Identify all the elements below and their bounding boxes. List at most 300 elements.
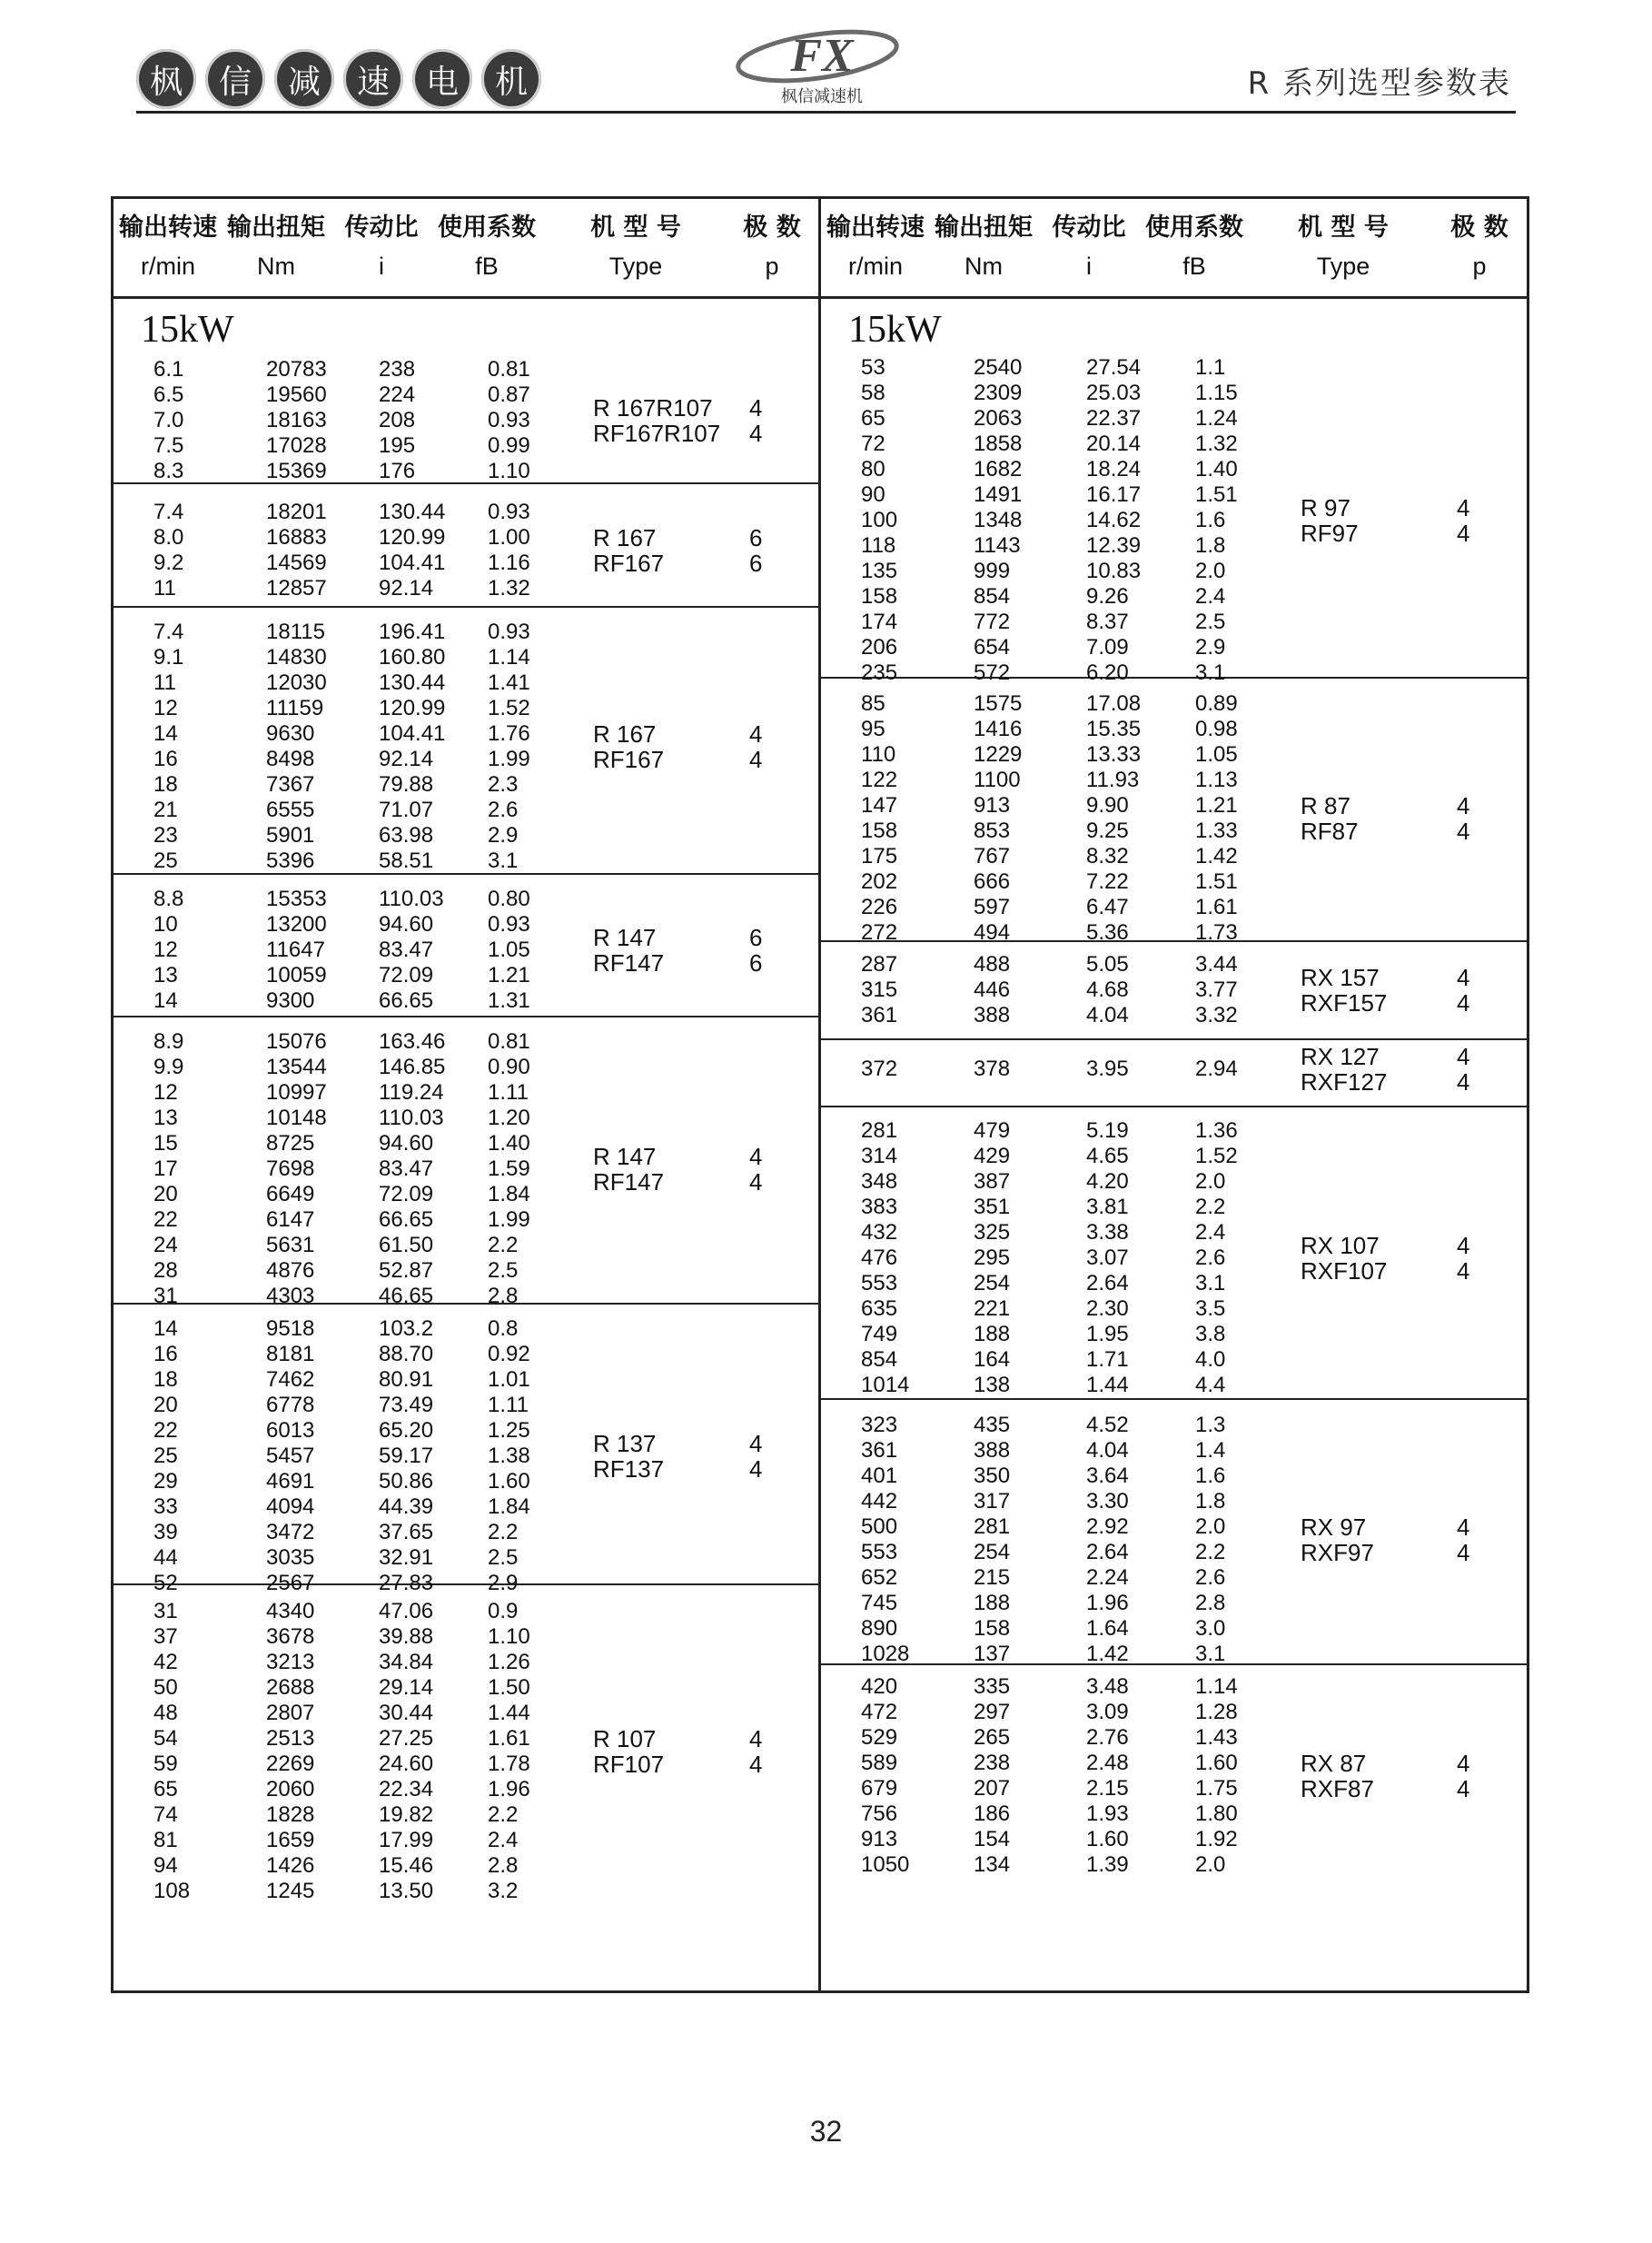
speed-cell: 14 — [153, 1316, 178, 1341]
model-type — [1301, 1257, 1470, 1285]
speed-cell: 110 — [861, 742, 896, 767]
speed-cell: 635 — [861, 1296, 898, 1321]
model-group — [821, 1038, 1527, 1107]
speed-cell: 24 — [153, 1233, 178, 1257]
speed-cell: 235 — [861, 660, 898, 685]
speed-cell: 23 — [153, 823, 178, 848]
speed-cell: 158 — [861, 819, 898, 843]
column-header-unit: p — [765, 253, 779, 280]
service-factor-cell: 1.05 — [488, 938, 530, 962]
torque-cell: 186 — [974, 1801, 1011, 1826]
table-row — [821, 1057, 1527, 1082]
table-row — [821, 952, 1527, 978]
model-type-name: RF137 — [593, 1455, 665, 1483]
service-factor-cell: 1.76 — [488, 721, 530, 746]
power-label: 15kW — [848, 309, 942, 351]
model-type — [1301, 792, 1470, 819]
ratio-cell: 8.37 — [1086, 610, 1129, 634]
model-type — [1301, 1514, 1470, 1541]
speed-cell: 25 — [153, 849, 178, 873]
torque-cell: 335 — [974, 1674, 1011, 1699]
torque-cell: 11647 — [266, 938, 325, 962]
ratio-cell: 44.39 — [379, 1494, 434, 1519]
ratio-cell: 119.24 — [379, 1080, 444, 1105]
pole-count: 4 — [749, 1751, 763, 1778]
model-type-name: RX 157 — [1301, 964, 1380, 991]
ratio-cell: 2.15 — [1086, 1776, 1129, 1801]
table-row — [821, 1118, 1527, 1144]
speed-cell: 74 — [153, 1802, 178, 1827]
column-header-unit: i — [1086, 253, 1092, 280]
table-row — [821, 895, 1527, 920]
model-type — [1301, 1775, 1470, 1802]
table-row — [821, 559, 1527, 584]
torque-cell: 913 — [974, 793, 1011, 818]
speed-cell: 25 — [153, 1444, 178, 1468]
ratio-cell: 208 — [379, 408, 416, 432]
table-row — [114, 1879, 818, 1904]
service-factor-cell: 2.6 — [488, 798, 519, 822]
service-factor-cell: 3.2 — [488, 1879, 519, 1903]
column-header-zh: 传动比 — [344, 213, 419, 242]
torque-cell: 15369 — [266, 459, 327, 483]
speed-cell: 287 — [861, 952, 898, 977]
service-factor-cell: 1.13 — [1195, 768, 1238, 792]
service-factor-cell: 1.84 — [488, 1494, 530, 1519]
speed-cell: 20 — [153, 1182, 178, 1206]
service-factor-cell: 3.44 — [1195, 952, 1238, 977]
service-factor-cell: 1.32 — [1195, 432, 1238, 456]
pole-count: 6 — [749, 949, 763, 977]
ratio-cell: 13.50 — [379, 1879, 434, 1903]
column-header-zh: 机 型 号 — [590, 213, 681, 242]
torque-cell: 488 — [974, 952, 1011, 977]
torque-cell: 1828 — [266, 1802, 315, 1827]
pole-count: 4 — [1457, 792, 1470, 819]
ratio-cell: 22.37 — [1086, 406, 1142, 431]
table-row — [821, 717, 1527, 742]
column-header — [223, 199, 330, 284]
speed-cell: 7.5 — [153, 433, 184, 458]
pole-count: 4 — [1457, 1539, 1470, 1566]
speed-cell: 7.4 — [153, 500, 184, 524]
ratio-cell: 1.64 — [1086, 1616, 1129, 1641]
model-group — [114, 1016, 818, 1308]
speed-cell: 529 — [861, 1725, 898, 1750]
table-row — [821, 482, 1527, 508]
table-row — [114, 1182, 818, 1207]
ratio-cell: 66.65 — [379, 1207, 434, 1232]
model-type-name: RF147 — [593, 949, 665, 977]
column-header — [1439, 199, 1520, 284]
service-factor-cell: 1.43 — [1195, 1725, 1238, 1750]
speed-cell: 314 — [861, 1144, 898, 1168]
service-factor-cell: 1.78 — [488, 1752, 530, 1776]
torque-cell: 1229 — [974, 742, 1023, 767]
torque-cell: 134 — [974, 1852, 1011, 1877]
table-header — [114, 199, 818, 299]
column-header-unit: fB — [475, 253, 499, 280]
service-factor-cell: 1.01 — [488, 1367, 530, 1392]
pole-count: 4 — [1457, 1514, 1470, 1541]
torque-cell: 2513 — [266, 1726, 315, 1751]
torque-cell: 17028 — [266, 433, 327, 458]
header-divider — [136, 111, 1516, 114]
model-group — [114, 1303, 818, 1595]
model-type — [1301, 520, 1470, 547]
service-factor-cell: 3.77 — [1195, 978, 1238, 1002]
torque-cell: 7462 — [266, 1367, 315, 1392]
table-row — [821, 1725, 1527, 1751]
torque-cell: 15353 — [266, 887, 327, 911]
service-factor-cell: 1.40 — [488, 1131, 530, 1156]
speed-cell: 8.0 — [153, 525, 184, 550]
service-factor-cell: 1.6 — [1195, 1464, 1226, 1488]
speed-cell: 13 — [153, 963, 178, 988]
torque-cell: 7698 — [266, 1156, 315, 1181]
pole-count: 4 — [1457, 520, 1470, 547]
speed-cell: 17 — [153, 1156, 178, 1181]
table-row — [821, 1373, 1527, 1398]
service-factor-cell: 0.80 — [488, 887, 530, 911]
ratio-cell: 7.09 — [1086, 635, 1129, 660]
pole-count: 4 — [1457, 1068, 1470, 1096]
service-factor-cell: 2.0 — [1195, 559, 1226, 583]
ratio-cell: 3.48 — [1086, 1674, 1129, 1699]
ratio-cell: 3.95 — [1086, 1057, 1129, 1081]
model-type — [593, 550, 763, 577]
ratio-cell: 11.93 — [1086, 768, 1140, 792]
speed-cell: 6.5 — [153, 382, 184, 407]
table-row — [114, 798, 818, 823]
torque-cell: 221 — [974, 1296, 1011, 1321]
ratio-cell: 1.39 — [1086, 1852, 1129, 1877]
speed-cell: 118 — [861, 533, 896, 558]
torque-cell: 15076 — [266, 1029, 327, 1054]
ratio-cell: 16.17 — [1086, 482, 1142, 507]
torque-cell: 2688 — [266, 1675, 315, 1700]
torque-cell: 281 — [974, 1514, 1011, 1539]
torque-cell: 254 — [974, 1271, 1011, 1295]
torque-cell: 9300 — [266, 988, 315, 1013]
column-header-zh: 输出扭矩 — [227, 213, 325, 242]
table-row — [114, 459, 818, 484]
torque-cell: 4691 — [266, 1469, 315, 1494]
torque-cell: 6013 — [266, 1418, 315, 1443]
ratio-cell: 10.83 — [1086, 559, 1142, 583]
speed-cell: 37 — [153, 1624, 178, 1649]
table-row — [821, 1801, 1527, 1827]
ratio-cell: 6.47 — [1086, 895, 1129, 919]
ratio-cell: 104.41 — [379, 551, 446, 575]
ratio-cell: 92.14 — [379, 747, 434, 771]
service-factor-cell: 2.9 — [488, 823, 519, 848]
torque-cell: 19560 — [266, 382, 327, 407]
column-header — [930, 199, 1037, 284]
table-row — [821, 793, 1527, 819]
model-type — [593, 1455, 763, 1483]
table-row — [114, 696, 818, 721]
speed-cell: 14 — [153, 988, 178, 1013]
service-factor-cell: 1.21 — [1195, 793, 1238, 818]
service-factor-cell: 2.2 — [1195, 1195, 1226, 1219]
ratio-cell: 7.22 — [1086, 869, 1129, 894]
table-row — [821, 1413, 1527, 1438]
model-type-name: R 147 — [593, 924, 657, 951]
speed-cell: 679 — [861, 1776, 898, 1801]
table-row — [114, 1545, 818, 1571]
ratio-cell: 50.86 — [379, 1469, 434, 1494]
speed-cell: 65 — [153, 1777, 178, 1801]
ratio-cell: 3.07 — [1086, 1246, 1129, 1270]
model-type-name: R 137 — [593, 1430, 657, 1457]
ratio-cell: 65.20 — [379, 1418, 434, 1443]
service-factor-cell: 1.61 — [488, 1726, 530, 1751]
table-row — [114, 1055, 818, 1080]
torque-cell: 254 — [974, 1540, 1011, 1564]
torque-cell: 2269 — [266, 1752, 315, 1776]
speed-cell: 1014 — [861, 1373, 910, 1397]
model-type-name: RXF97 — [1301, 1539, 1374, 1566]
ratio-cell: 9.90 — [1086, 793, 1129, 818]
speed-cell: 372 — [861, 1057, 898, 1081]
torque-cell: 5396 — [266, 849, 315, 873]
table-row — [821, 742, 1527, 768]
model-type-name: R 167 — [593, 524, 657, 551]
service-factor-cell: 1.92 — [1195, 1827, 1238, 1851]
speed-cell: 175 — [861, 844, 898, 868]
ratio-cell: 71.07 — [379, 798, 434, 822]
brand-badge: 速 — [343, 49, 403, 109]
service-factor-cell: 2.6 — [1195, 1246, 1226, 1270]
torque-cell: 479 — [974, 1118, 1011, 1143]
ratio-cell: 110.03 — [379, 1106, 444, 1130]
service-factor-cell: 0.93 — [488, 500, 530, 524]
ratio-cell: 130.44 — [379, 670, 446, 695]
table-row — [821, 432, 1527, 457]
model-type — [593, 1430, 763, 1457]
service-factor-cell: 1.8 — [1195, 1489, 1226, 1514]
model-type-name: RX 97 — [1301, 1514, 1367, 1541]
speed-cell: 147 — [861, 793, 898, 818]
table-row — [114, 1675, 818, 1701]
ratio-cell: 1.60 — [1086, 1827, 1129, 1851]
torque-cell: 6649 — [266, 1182, 315, 1206]
model-type-name: R 147 — [593, 1143, 657, 1170]
service-factor-cell: 4.4 — [1195, 1373, 1226, 1397]
column-header-zh: 传动比 — [1052, 213, 1126, 242]
column-header-unit: Nm — [964, 253, 1003, 280]
ratio-cell: 130.44 — [379, 500, 446, 524]
table-row — [821, 1464, 1527, 1489]
pole-count: 4 — [1457, 1750, 1470, 1777]
speed-cell: 18 — [153, 772, 178, 797]
speed-cell: 442 — [861, 1489, 898, 1514]
service-factor-cell: 1.6 — [1195, 508, 1226, 532]
speed-cell: 28 — [153, 1258, 178, 1283]
table-row — [114, 772, 818, 798]
table-row — [114, 747, 818, 772]
table-row — [114, 963, 818, 988]
ratio-cell: 104.41 — [379, 721, 446, 746]
speed-cell: 749 — [861, 1322, 898, 1346]
ratio-cell: 2.92 — [1086, 1514, 1129, 1539]
table-row — [114, 1828, 818, 1853]
torque-cell: 854 — [974, 584, 1011, 609]
torque-cell: 13544 — [266, 1055, 327, 1079]
pole-count: 6 — [749, 550, 763, 577]
column-header-zh: 使用系数 — [438, 213, 536, 242]
speed-cell: 12 — [153, 1080, 178, 1105]
model-type-name: RF107 — [593, 1751, 665, 1778]
service-factor-cell: 1.31 — [488, 988, 530, 1013]
torque-cell: 11159 — [266, 696, 324, 720]
table-row — [114, 1624, 818, 1650]
torque-cell: 18201 — [266, 500, 327, 524]
ratio-cell: 27.25 — [379, 1726, 434, 1751]
table-row — [114, 500, 818, 525]
torque-cell: 6147 — [266, 1207, 315, 1232]
speed-cell: 95 — [861, 717, 885, 741]
service-factor-cell: 1.8 — [1195, 533, 1226, 558]
torque-cell: 188 — [974, 1322, 1011, 1346]
speed-cell: 54 — [153, 1726, 178, 1751]
table-row — [821, 1616, 1527, 1642]
service-factor-cell: 2.2 — [488, 1520, 519, 1544]
model-group — [821, 344, 1527, 685]
column-header-zh: 输出转速 — [826, 213, 925, 242]
ratio-cell: 17.08 — [1086, 691, 1142, 716]
model-type — [1301, 989, 1470, 1017]
torque-cell: 2309 — [974, 381, 1023, 405]
torque-cell: 2060 — [266, 1777, 315, 1801]
service-factor-cell: 2.8 — [488, 1284, 519, 1308]
speed-cell: 85 — [861, 691, 885, 716]
speed-cell: 122 — [861, 768, 898, 792]
torque-cell: 265 — [974, 1725, 1011, 1750]
ratio-cell: 9.26 — [1086, 584, 1129, 609]
brand-badge: 减 — [274, 49, 334, 109]
brand-badge: 信 — [205, 49, 265, 109]
service-factor-cell: 2.0 — [1195, 1514, 1226, 1539]
ratio-cell: 63.98 — [379, 823, 434, 848]
model-type-name: RXF127 — [1301, 1068, 1388, 1096]
service-factor-cell: 1.59 — [488, 1156, 530, 1181]
table-right-half — [818, 199, 1527, 1990]
speed-cell: 6.1 — [153, 357, 184, 382]
ratio-cell: 12.39 — [1086, 533, 1142, 558]
service-factor-cell: 0.93 — [488, 912, 530, 937]
speed-cell: 15 — [153, 1131, 178, 1156]
service-factor-cell: 2.9 — [488, 1571, 519, 1595]
table-row — [114, 1853, 818, 1879]
service-factor-cell: 2.0 — [1195, 1169, 1226, 1194]
ratio-cell: 195 — [379, 433, 416, 458]
model-type — [593, 524, 763, 551]
ratio-cell: 163.46 — [379, 1029, 446, 1054]
pole-count: 4 — [1457, 989, 1470, 1017]
service-factor-cell: 2.0 — [1195, 1852, 1226, 1877]
service-factor-cell: 1.51 — [1195, 482, 1238, 507]
service-factor-cell: 1.4 — [1195, 1438, 1226, 1463]
torque-cell: 6555 — [266, 798, 315, 822]
logo-subtitle: 枫信减速机 — [781, 87, 863, 106]
column-header-zh: 极 数 — [1450, 213, 1509, 242]
speed-cell: 72 — [861, 432, 885, 456]
table-row — [114, 1029, 818, 1055]
service-factor-cell: 1.21 — [488, 963, 530, 988]
speed-cell: 94 — [153, 1853, 178, 1878]
table-row — [114, 551, 818, 576]
speed-cell: 81 — [153, 1828, 178, 1852]
torque-cell: 9630 — [266, 721, 315, 746]
table-row — [821, 1489, 1527, 1514]
torque-cell: 3472 — [266, 1520, 315, 1544]
service-factor-cell: 2.5 — [1195, 610, 1226, 634]
speed-cell: 8.3 — [153, 459, 184, 483]
torque-cell: 1348 — [974, 508, 1023, 532]
table-row — [114, 1599, 818, 1624]
table-row — [821, 1591, 1527, 1616]
service-factor-cell: 0.8 — [488, 1316, 519, 1341]
pole-count: 4 — [1457, 818, 1470, 845]
ratio-cell: 80.91 — [379, 1367, 434, 1392]
table-row — [114, 1701, 818, 1726]
table-row — [821, 1296, 1527, 1322]
model-type — [593, 924, 763, 951]
pole-count: 4 — [749, 720, 763, 748]
torque-cell: 297 — [974, 1700, 1011, 1724]
service-factor-cell: 3.1 — [488, 849, 519, 873]
torque-cell: 4094 — [266, 1494, 315, 1519]
speed-cell: 22 — [153, 1207, 178, 1232]
ratio-cell: 224 — [379, 382, 416, 407]
table-row — [821, 1322, 1527, 1347]
model-group — [821, 1106, 1527, 1400]
service-factor-cell: 1.11 — [488, 1393, 529, 1417]
torque-cell: 5457 — [266, 1444, 315, 1468]
service-factor-cell: 0.81 — [488, 357, 530, 382]
table-row — [821, 1514, 1527, 1540]
torque-cell: 14569 — [266, 551, 327, 575]
ratio-cell: 8.32 — [1086, 844, 1129, 868]
ratio-cell: 19.82 — [379, 1802, 434, 1827]
service-factor-cell: 1.11 — [488, 1080, 529, 1105]
ratio-cell: 94.60 — [379, 912, 434, 937]
table-row — [114, 645, 818, 670]
service-factor-cell: 1.38 — [488, 1444, 530, 1468]
model-type-name: RX 107 — [1301, 1232, 1380, 1259]
model-type — [593, 949, 763, 977]
table-row — [114, 1393, 818, 1418]
service-factor-cell: 1.28 — [1195, 1700, 1238, 1724]
ratio-cell: 1.42 — [1086, 1642, 1129, 1666]
ratio-cell: 110.03 — [379, 887, 444, 911]
fx-logo-icon — [731, 25, 913, 84]
ratio-cell: 47.06 — [379, 1599, 434, 1623]
model-group — [821, 1398, 1527, 1665]
speed-cell: 1028 — [861, 1642, 910, 1666]
service-factor-cell: 2.9 — [1195, 635, 1226, 660]
column-header — [1248, 199, 1439, 284]
table-row — [114, 1258, 818, 1284]
table-row — [821, 635, 1527, 660]
service-factor-cell: 3.1 — [1195, 1271, 1226, 1295]
torque-cell: 8725 — [266, 1131, 315, 1156]
service-factor-cell: 2.2 — [488, 1802, 519, 1827]
torque-cell: 14830 — [266, 645, 327, 670]
service-factor-cell: 1.10 — [488, 459, 530, 483]
